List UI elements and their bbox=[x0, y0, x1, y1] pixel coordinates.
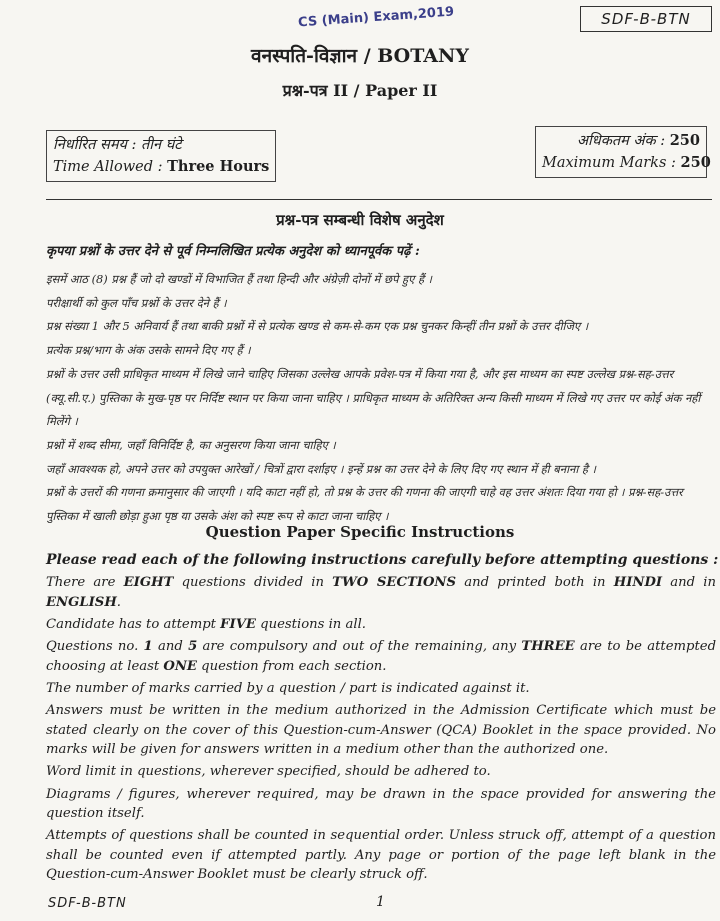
english-instruction-item: Word limit in questions, wherever specified, should be adhered to. bbox=[46, 764, 491, 780]
time-allowed-english bbox=[53, 156, 269, 178]
maximum-marks-english-label: Maximum Marks : bbox=[542, 155, 681, 171]
english-instruction-item: Diagrams / figures, wherever required, may be drawn in the space provided for answering the question itself. bbox=[46, 786, 716, 822]
english-instruction-item: The number of marks carried by a question / part is indicated against it. bbox=[46, 680, 530, 696]
hindi-instruction-item: इसमें आठ (8) प्रश्न हैं जो दो खण्डों में विभाजित हैं तथा हिन्दी और अंग्रेज़ी दोनों में छपे हुए हैं । bbox=[46, 272, 432, 286]
time-allowed-label: Time Allowed : bbox=[53, 159, 168, 175]
hindi-instruction-item: जहाँ आवश्यक हो, अपने उत्तर को उपयुक्त आरेखों / चित्रों द्वारा दर्शाइए । इन्हें प्रश्न का उत्तर देने के लिए दिए गए स्थान में ही बनाना है । bbox=[46, 461, 596, 476]
hindi-instruction-item: प्रश्न संख्या 1 और 5 अनिवार्य हैं तथा बाकी प्रश्नों में से प्रत्येक खण्ड से कम-से-कम एक प्रश्न चुनकर किन्हीं तीन प्रश्नों के उत्तर दीजिए । bbox=[46, 319, 589, 334]
time-allowed-box bbox=[46, 130, 276, 182]
hindi-instruction-item: प्रश्नों के उत्तरों की गणना क्रमानुसार की जाएगी । यदि काटा नहीं हो, तो प्रश्न के उत्तर की गणना की जाएगी चाहे वह उत्तर अंशतः दिया गया हो । प्रश्न-सह-उत्तर पुस्तिका में खाली छोड़ा हुआ पृष्ठ या उसके अंश को स्पष्ट रूप से काटा जाना चाहिए । bbox=[46, 485, 683, 524]
footer-paper-code: SDF-B-BTN bbox=[48, 896, 127, 911]
hindi-instructions-lead: कृपया प्रश्नों के उत्तर देने से पूर्व निम्नलिखित प्रत्येक अनुदेश को ध्यानपूर्वक पढ़ें : bbox=[46, 244, 420, 259]
maximum-marks-english bbox=[542, 152, 711, 174]
english-instruction-item: Questions no. 1 and 5 are compulsory and out of the remaining, any THREE are to be attempted choosing at least ONE question from each section. bbox=[46, 638, 717, 674]
english-instructions-lead: Please read each of the following instructions carefully before attempting questions : bbox=[46, 552, 719, 568]
hindi-instructions-heading: प्रश्न-पत्र सम्बन्धी विशेष अनुदेश bbox=[276, 211, 444, 229]
page-title: वनस्पति-विज्ञान / BOTANY bbox=[251, 45, 469, 67]
english-instruction-item: There are EIGHT questions divided in TWO SECTIONS and printed both in HINDI and in ENGLISH. bbox=[46, 575, 716, 610]
maximum-marks-hindi-label: अधिकतम अंक : bbox=[576, 133, 670, 149]
hindi-instruction-item: प्रत्येक प्रश्न/भाग के अंक उसके सामने दिए गए हैं । bbox=[46, 343, 251, 358]
maximum-marks-hindi-value: 250 bbox=[669, 132, 700, 149]
hindi-instruction-item: प्रश्नों में शब्द सीमा, जहाँ विनिर्दिष्ट है, का अनुसरण किया जाना चाहिए । bbox=[46, 437, 336, 452]
time-allowed-hindi: निर्धारित समय : तीन घंटे bbox=[53, 137, 182, 153]
hindi-instructions-list bbox=[46, 268, 718, 529]
english-instruction-item: Candidate has to attempt FIVE questions in all. bbox=[46, 616, 366, 632]
english-instructions-list bbox=[46, 573, 716, 888]
header-divider bbox=[46, 199, 712, 200]
english-instruction-item: Attempts of questions shall be counted in sequential order. Unless struck off, attempt of a question shall be counted even if attempted partly. Any page or portion of the page left blank in the Question-cum-Answer Booklet must be clearly struck off. bbox=[46, 828, 716, 883]
english-instructions-heading: Question Paper Specific Instructions bbox=[205, 523, 515, 541]
hindi-instruction-item: प्रश्नों के उत्तर उसी प्राधिकृत माध्यम में लिखे जाने चाहिए जिसका उल्लेख आपके प्रवेश-पत्र में किया गया है, और इस माध्यम का स्पष्ट उल्लेख प्रश्न-सह-उत्तर (क्यू.सी.ए.) पुस्तिका के मुख-पृष्ठ पर निर्दिष्ट स्थान पर किया जाना चाहिए । प्राधिकृत माध्यम के अतिरिक्त अन्य किसी माध्यम में लिखे गए उत्तर पर कोई अंक नहीं मिलेंगे । bbox=[46, 366, 701, 429]
maximum-marks-hindi bbox=[542, 130, 700, 152]
paper-subtitle: प्रश्न-पत्र II / Paper II bbox=[282, 81, 438, 100]
paper-code-box: SDF-B-BTN bbox=[580, 6, 712, 32]
english-instruction-item: Answers must be written in the medium authorized in the Admission Certificate which must be stated clearly on the cover of this Question-cum-Answer (QCA) Booklet in the space provided. No marks will be given for answers written in a medium other than the authorized one. bbox=[46, 702, 716, 758]
maximum-marks-box bbox=[535, 126, 711, 178]
exam-stamp: CS (Main) Exam,2019 bbox=[297, 4, 455, 31]
hindi-instruction-item: परीक्षार्थी को कुल पाँच प्रश्नों के उत्तर देने हैं । bbox=[46, 295, 227, 310]
page-number: 1 bbox=[376, 894, 385, 910]
maximum-marks-english-value: 250 bbox=[680, 154, 711, 171]
time-allowed-value: Three Hours bbox=[167, 158, 270, 175]
